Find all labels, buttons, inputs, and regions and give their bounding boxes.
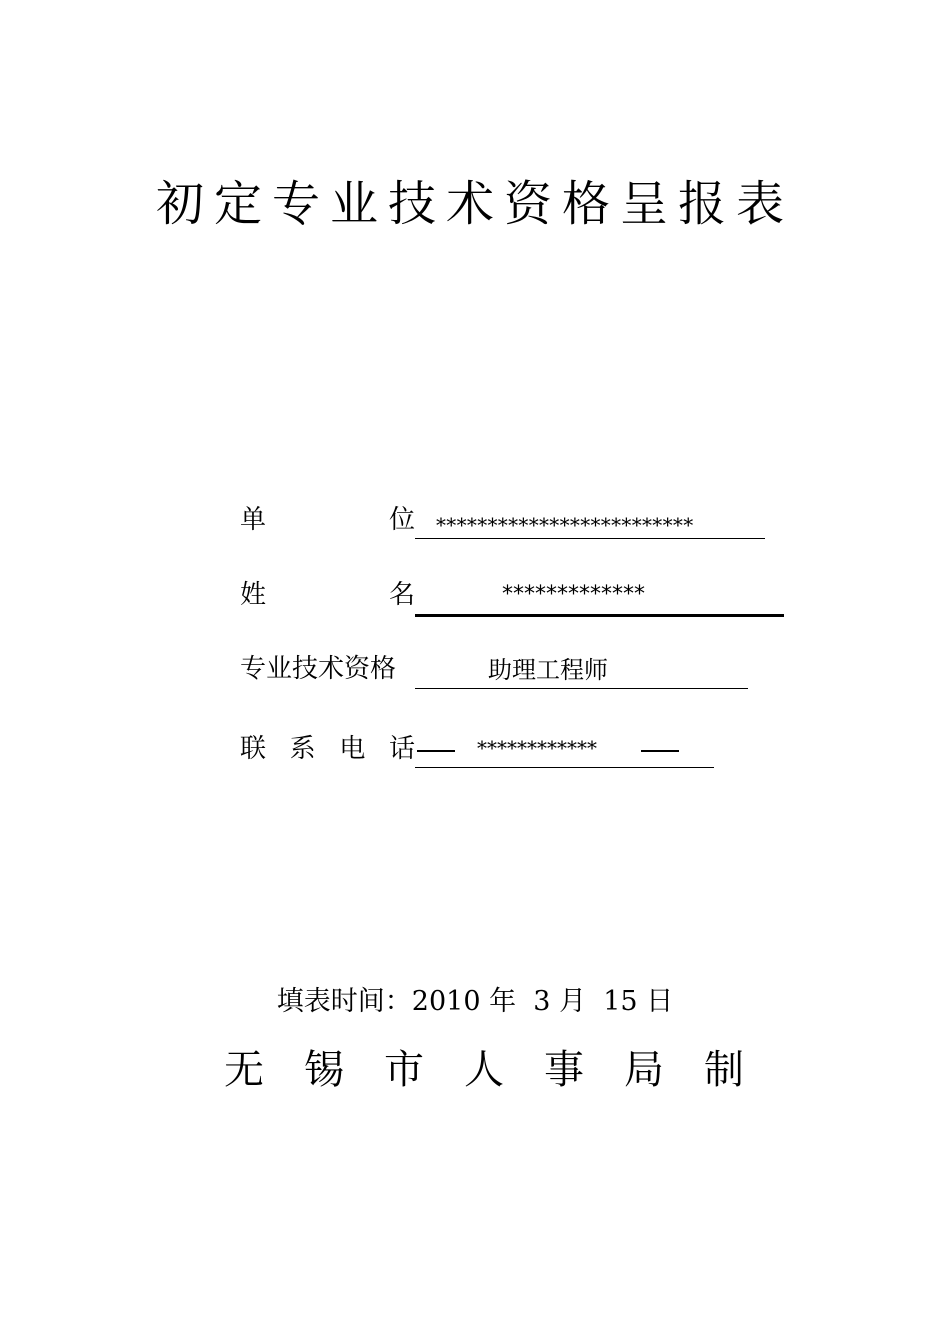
label-qualification: 专业技术资格 <box>240 654 397 684</box>
issuer-signature: 无 锡 市 人 事 局 制 <box>224 1047 744 1093</box>
phone-dash-left <box>417 750 455 752</box>
label-phone: 联 系 电 话 <box>240 734 415 764</box>
phone-dash-right <box>641 750 679 752</box>
phone-value[interactable]: ************ <box>477 736 597 760</box>
unit-value[interactable]: ************************* <box>436 513 694 537</box>
label-unit: 单 位 <box>240 505 415 535</box>
name-underline <box>415 614 784 617</box>
document-title: 初定专业技术资格呈报表 <box>155 176 794 232</box>
name-value[interactable]: ************* <box>502 582 645 607</box>
phone-underline <box>415 767 714 768</box>
qualification-underline <box>415 688 748 689</box>
label-name: 姓 名 <box>240 580 415 610</box>
fill-date: 填表时间：2010 年 3 月 15 日 <box>276 986 674 1017</box>
unit-underline <box>415 538 765 539</box>
qualification-value[interactable]: 助理工程师 <box>488 656 608 684</box>
